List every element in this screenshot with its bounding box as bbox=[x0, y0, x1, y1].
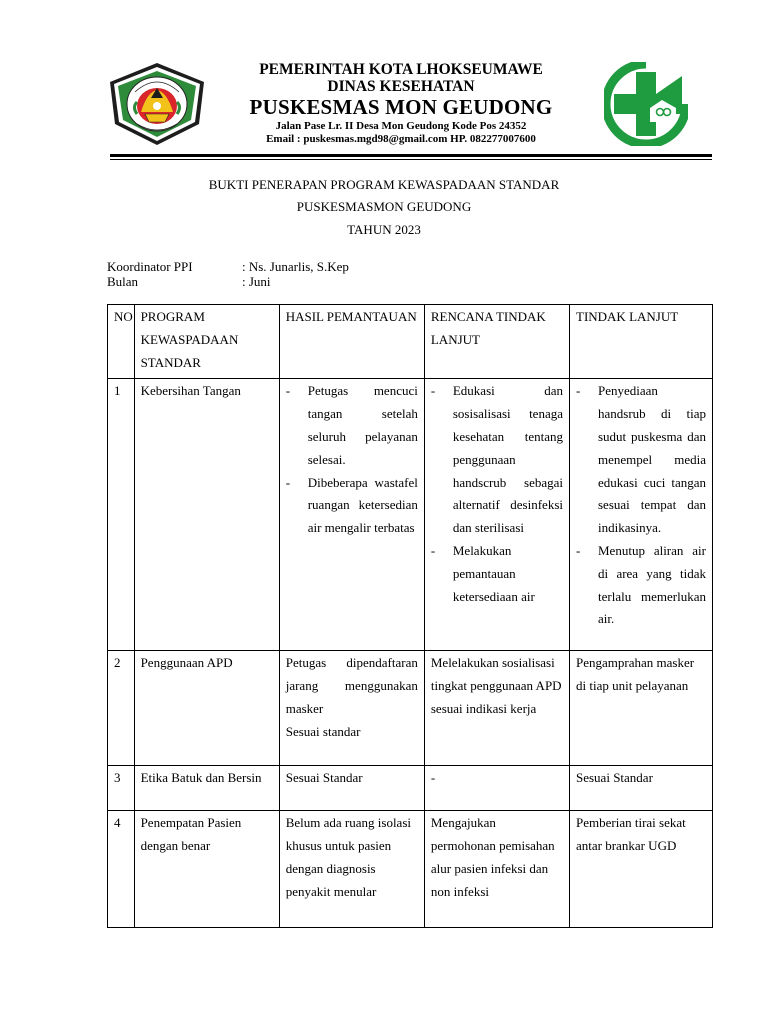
list-item: - Penyediaan handsrub di tiap sudut puskesma dan menempel media edukasi cuci tangan sesuai tempat dan indikasinya. bbox=[576, 380, 706, 540]
row-hasil: Sesuai Standar bbox=[279, 766, 424, 811]
row-tindak-lanjut bbox=[570, 379, 713, 651]
row-hasil-text: Petugas dipendaftaran jarang menggunakan masker bbox=[285, 655, 418, 716]
month-row bbox=[107, 274, 271, 289]
letterhead-divider-thick bbox=[110, 154, 712, 157]
table-row bbox=[108, 766, 713, 811]
coordinator-label: Koordinator PPI bbox=[107, 259, 193, 274]
row-rencana: Mengajukan permohonan pemisahan alur pasien infeksi dan non infeksi bbox=[424, 811, 569, 928]
list-item: - Petugas mencuci tangan setelah seluruh pelayanan selesai. bbox=[286, 380, 418, 471]
row-rencana: Melelakukan sosialisasi tingkat penggunaan APD sesuai indikasi kerja bbox=[424, 651, 569, 766]
header-program: PROGRAM KEWASPADAAN STANDAR bbox=[134, 305, 279, 379]
city-seal-icon bbox=[107, 62, 207, 146]
row-hasil bbox=[279, 379, 424, 651]
letterhead-contact: Email : puskesmas.mgd98@gmail.com HP. 082277007600 bbox=[266, 133, 536, 145]
coordinator-value: : Ns. Junarlis, S.Kep bbox=[242, 259, 349, 274]
puskesmas-cross-logo-icon bbox=[604, 62, 688, 146]
row-no: 3 bbox=[108, 766, 135, 811]
letterhead-government: PEMERINTAH KOTA LHOKSEUMAWE bbox=[259, 61, 543, 78]
row-hasil bbox=[279, 651, 424, 766]
table-row bbox=[108, 379, 713, 651]
row-tindak-lanjut: Pemberian tirai sekat antar brankar UGD bbox=[570, 811, 713, 928]
row-program: Penempatan Pasien dengan benar bbox=[134, 811, 279, 928]
row-rencana: - bbox=[424, 766, 569, 811]
letterhead-department: DINAS KESEHATAN bbox=[327, 78, 475, 95]
row-no: 1 bbox=[108, 379, 135, 651]
header-rencana: RENCANA TINDAK LANJUT bbox=[424, 305, 569, 379]
letterhead-divider-thin bbox=[110, 159, 712, 160]
header-hasil: HASIL PEMANTAUAN bbox=[279, 305, 424, 379]
program-table bbox=[107, 304, 713, 928]
row-program: Etika Batuk dan Bersin bbox=[134, 766, 279, 811]
row-hasil: Belum ada ruang isolasi khusus untuk pasien dengan diagnosis penyakit menular bbox=[279, 811, 424, 928]
letterhead-address: Jalan Pase Lr. II Desa Mon Geudong Kode Pos 24352 bbox=[275, 120, 527, 132]
row-program: Kebersihan Tangan bbox=[134, 379, 279, 651]
month-value: : Juni bbox=[242, 274, 271, 289]
row-rencana bbox=[424, 379, 569, 651]
header-tindak-lanjut: TINDAK LANJUT bbox=[570, 305, 713, 379]
header-no: NO bbox=[108, 305, 135, 379]
row-no: 2 bbox=[108, 651, 135, 766]
letterhead bbox=[200, 61, 602, 146]
table-row bbox=[108, 651, 713, 766]
row-hasil-extra: Sesuai standar bbox=[285, 723, 361, 739]
list-item: - Edukasi dan sosisalisasi tenaga kesehatan tentang penggunaan handscrub sebagai alternatif desinfeksi dan sterilisasi bbox=[431, 380, 563, 540]
table-header-row bbox=[108, 305, 713, 379]
row-tindak-lanjut: Sesuai Standar bbox=[570, 766, 713, 811]
document-title: BUKTI PENERAPAN PROGRAM KEWASPADAAN STANDAR bbox=[208, 177, 560, 192]
table-row bbox=[108, 811, 713, 928]
row-program: Penggunaan APD bbox=[134, 651, 279, 766]
document-year: TAHUN 2023 bbox=[347, 222, 421, 237]
row-tindak-lanjut: Pengamprahan masker di tiap unit pelayanan bbox=[570, 651, 713, 766]
month-label: Bulan bbox=[107, 274, 139, 289]
coordinator-row bbox=[107, 259, 349, 274]
list-item: - Menutup aliran air di area yang tidak terlalu memerlukan air. bbox=[576, 540, 706, 631]
document-subtitle: PUSKESMASMON GEUDONG bbox=[296, 199, 472, 214]
list-item: - Melakukan pemantauan ketersediaan air bbox=[431, 540, 563, 608]
row-no: 4 bbox=[108, 811, 135, 928]
list-item: - Dibeberapa wastafel ruangan ketersedian air mengalir terbatas bbox=[286, 472, 418, 540]
letterhead-institution: PUSKESMAS MON GEUDONG bbox=[249, 95, 553, 119]
